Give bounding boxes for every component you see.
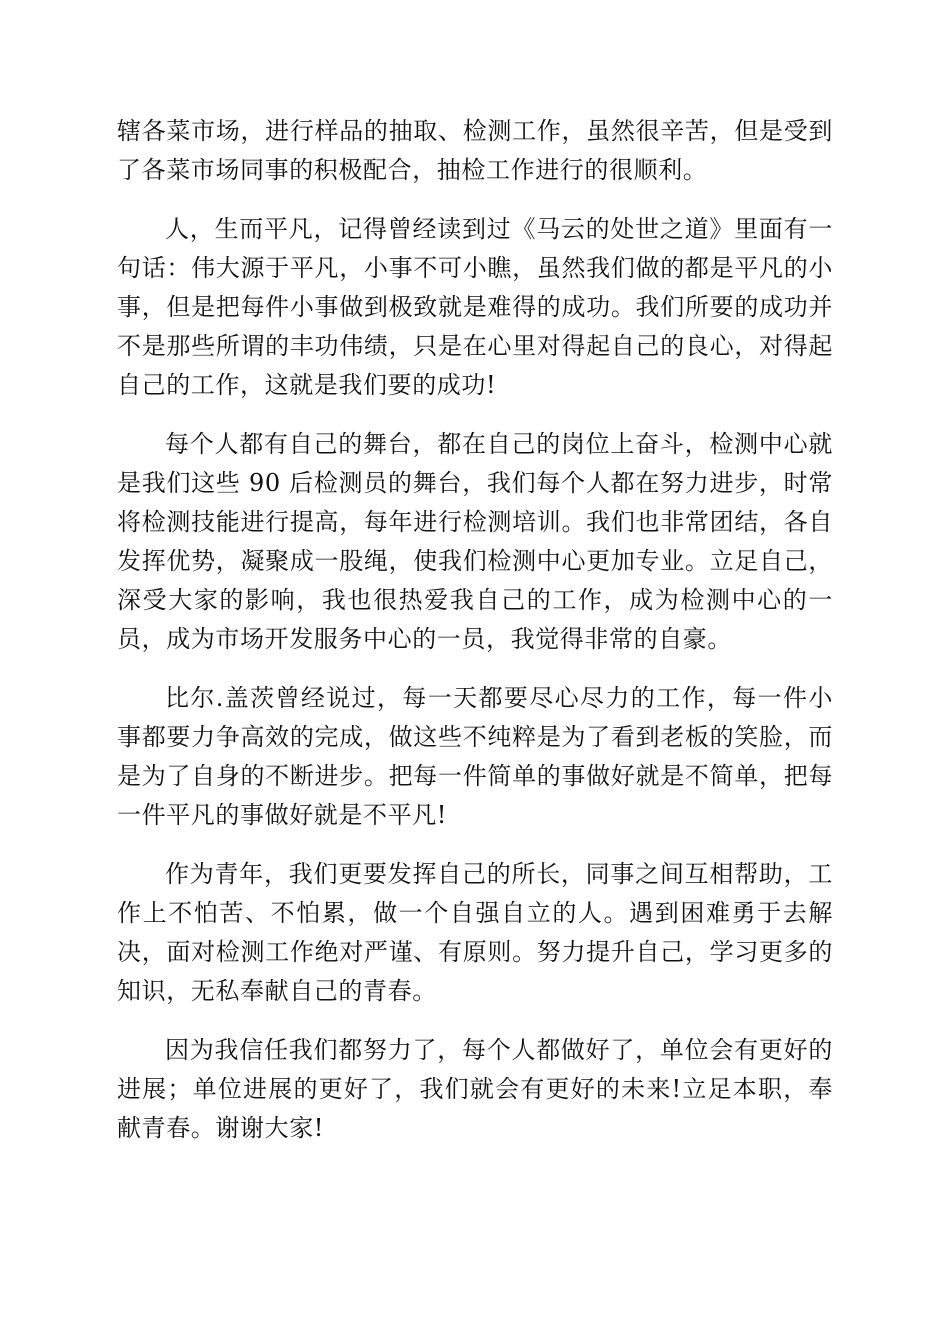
paragraph-4: 比尔.盖茨曾经说过，每一天都要尽心尽力的工作，每一件小事都要力争高效的完成，做这些不纯粹是为了看到老板的笑脸，而是为了自身的不断进步。把每一件简单的事做好就是不简单，把每一件平凡的事做好就是不平凡! [117, 684, 833, 829]
paragraph-2: 人，生而平凡，记得曾经读到过《马云的处世之道》里面有一句话：伟大源于平凡，小事不可小瞧，虽然我们做的都是平凡的小事，但是把每件小事做到极致就是难得的成功。我们所要的成功并不是那些所谓的丰功伟绩，只是在心里对得起自己的良心，对得起自己的工作，这就是我们要的成功! [117, 215, 833, 399]
paragraph-5: 作为青年，我们更要发挥自己的所长，同事之间互相帮助，工作上不怕苦、不怕累，做一个自强自立的人。遇到困难勇于去解决，面对检测工作绝对严谨、有原则。努力提升自己，学习更多的知识，无私奉献自己的青春。 [117, 860, 833, 1005]
paragraph-6: 因为我信任我们都努力了，每个人都做好了，单位会有更好的进展；单位进展的更好了，我们就会有更好的未来!立足本职，奉献青春。谢谢大家! [117, 1036, 833, 1142]
paragraph-3: 每个人都有自己的舞台，都在自己的岗位上奋斗，检测中心就是我们这些 90 后检测员的舞台，我们每个人都在努力进步，时常将检测技能进行提高，每年进行检测培训。我们也非常团结，各自发挥优势，凝聚成一股绳，使我们检测中心更加专业。立足自己，深受大家的影响，我也很热爱我自己的工作，成为检测中心的一员，成为市场开发服务中心的一员，我觉得非常的自豪。 [117, 430, 833, 653]
document-body [117, 112, 833, 1168]
paragraph-1: 辖各菜市场，进行样品的抽取、检测工作，虽然很辛苦，但是受到了各菜市场同事的积极配合，抽检工作进行的很顺利。 [117, 117, 833, 184]
